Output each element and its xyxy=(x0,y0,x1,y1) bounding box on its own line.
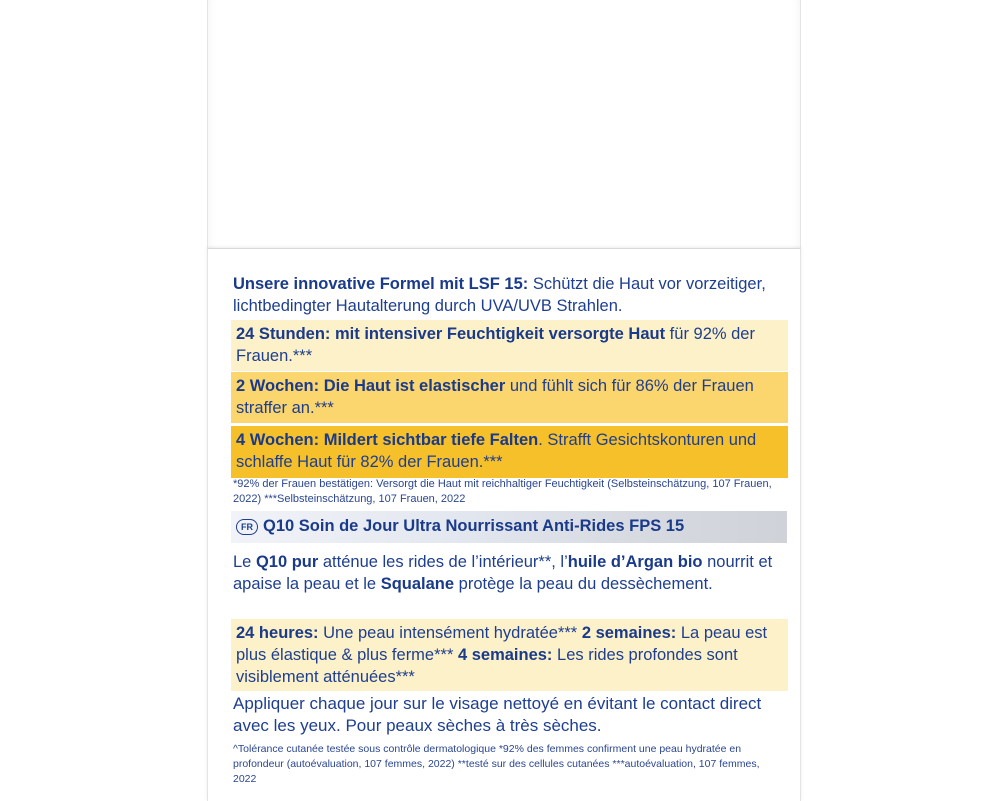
fr-desc-part: protège la peau du dessèchement. xyxy=(454,575,713,593)
de-footnote: *92% der Frauen bestätigen: Versorgt die Haut mit reichhaltiger Feuchtigkeit (Selbsteinschätzung, 107 Frauen, 2022) ***Selbsteinschätzung, 107 Frauen, 2022 xyxy=(233,478,772,505)
de-band-2weeks-bold: 2 Wochen: Die Haut ist elastischer xyxy=(236,377,506,395)
fr-language-badge: FR xyxy=(236,519,258,535)
fr-product-title: Q10 Soin de Jour Ultra Nourrissant Anti-Rides FPS 15 xyxy=(263,517,685,535)
fr-title-bar xyxy=(231,511,787,543)
de-band-24h-rest: für 92% der Frauen.*** xyxy=(236,325,755,365)
de-intro-text xyxy=(233,273,783,317)
de-intro-bold: Unsere innovative Formel mit LSF 15: xyxy=(233,275,529,293)
de-band-24h-bold: 24 Stunden: mit intensiver Feuchtigkeit versorgte Haut xyxy=(236,325,666,343)
fr-4weeks-text: Les rides profondes sont visiblement atténuées*** xyxy=(236,646,738,686)
fr-desc-part: atténue les rides de l’intérieur**, l’ xyxy=(318,553,568,571)
fr-2weeks-bold: 2 semaines: xyxy=(581,624,677,642)
fr-application-text: Appliquer chaque jour sur le visage nettoyé en évitant le contact direct avec les yeux. Pour peaux sèches à très sèches. xyxy=(233,694,762,735)
de-band-2weeks xyxy=(231,372,788,423)
fr-footnote: ^Tolérance cutanée testée sous contrôle dermatologique *92% des femmes confirment une peau hydratée en profondeur (autoévaluation, 107 femmes, 2022) **testé sur des cellules cutanées ***autoévaluation, 107 femmes, 2022 xyxy=(233,743,760,785)
de-intro-rest: Schützt die Haut vor vorzeitiger, lichtbedingter Hautalterung durch UVA/UVB Strahlen. xyxy=(233,275,766,315)
fr-desc-part: nourrit et apaise la peau et le xyxy=(233,553,773,593)
fr-description xyxy=(233,551,783,595)
packaging-panel xyxy=(207,248,801,801)
fr-desc-part: Le xyxy=(233,553,256,571)
fr-24h-bold: 24 heures: xyxy=(236,624,319,642)
box-top-flap xyxy=(207,0,801,248)
de-band-4weeks xyxy=(231,426,788,478)
fr-desc-argan: huile d’Argan bio xyxy=(567,553,703,571)
fr-4weeks-bold: 4 semaines: xyxy=(457,646,553,664)
fr-results-band xyxy=(231,619,788,691)
fr-desc-squalane: Squalane xyxy=(380,575,455,593)
fr-24h-text: Une peau intensément hydratée*** xyxy=(318,624,582,642)
de-band-4weeks-bold: 4 Wochen: Mildert sichtbar tiefe Falten xyxy=(236,431,539,449)
fr-desc-q10: Q10 pur xyxy=(255,553,319,571)
fr-2weeks-text: La peau est plus élastique & plus ferme*** xyxy=(236,624,768,664)
de-band-2weeks-rest: und fühlt sich für 86% der Frauen straffer an.*** xyxy=(236,377,754,417)
de-band-24h xyxy=(231,320,788,371)
de-band-4weeks-rest: . Strafft Gesichtskonturen und schlaffe Haut für 82% der Frauen.*** xyxy=(236,431,757,471)
